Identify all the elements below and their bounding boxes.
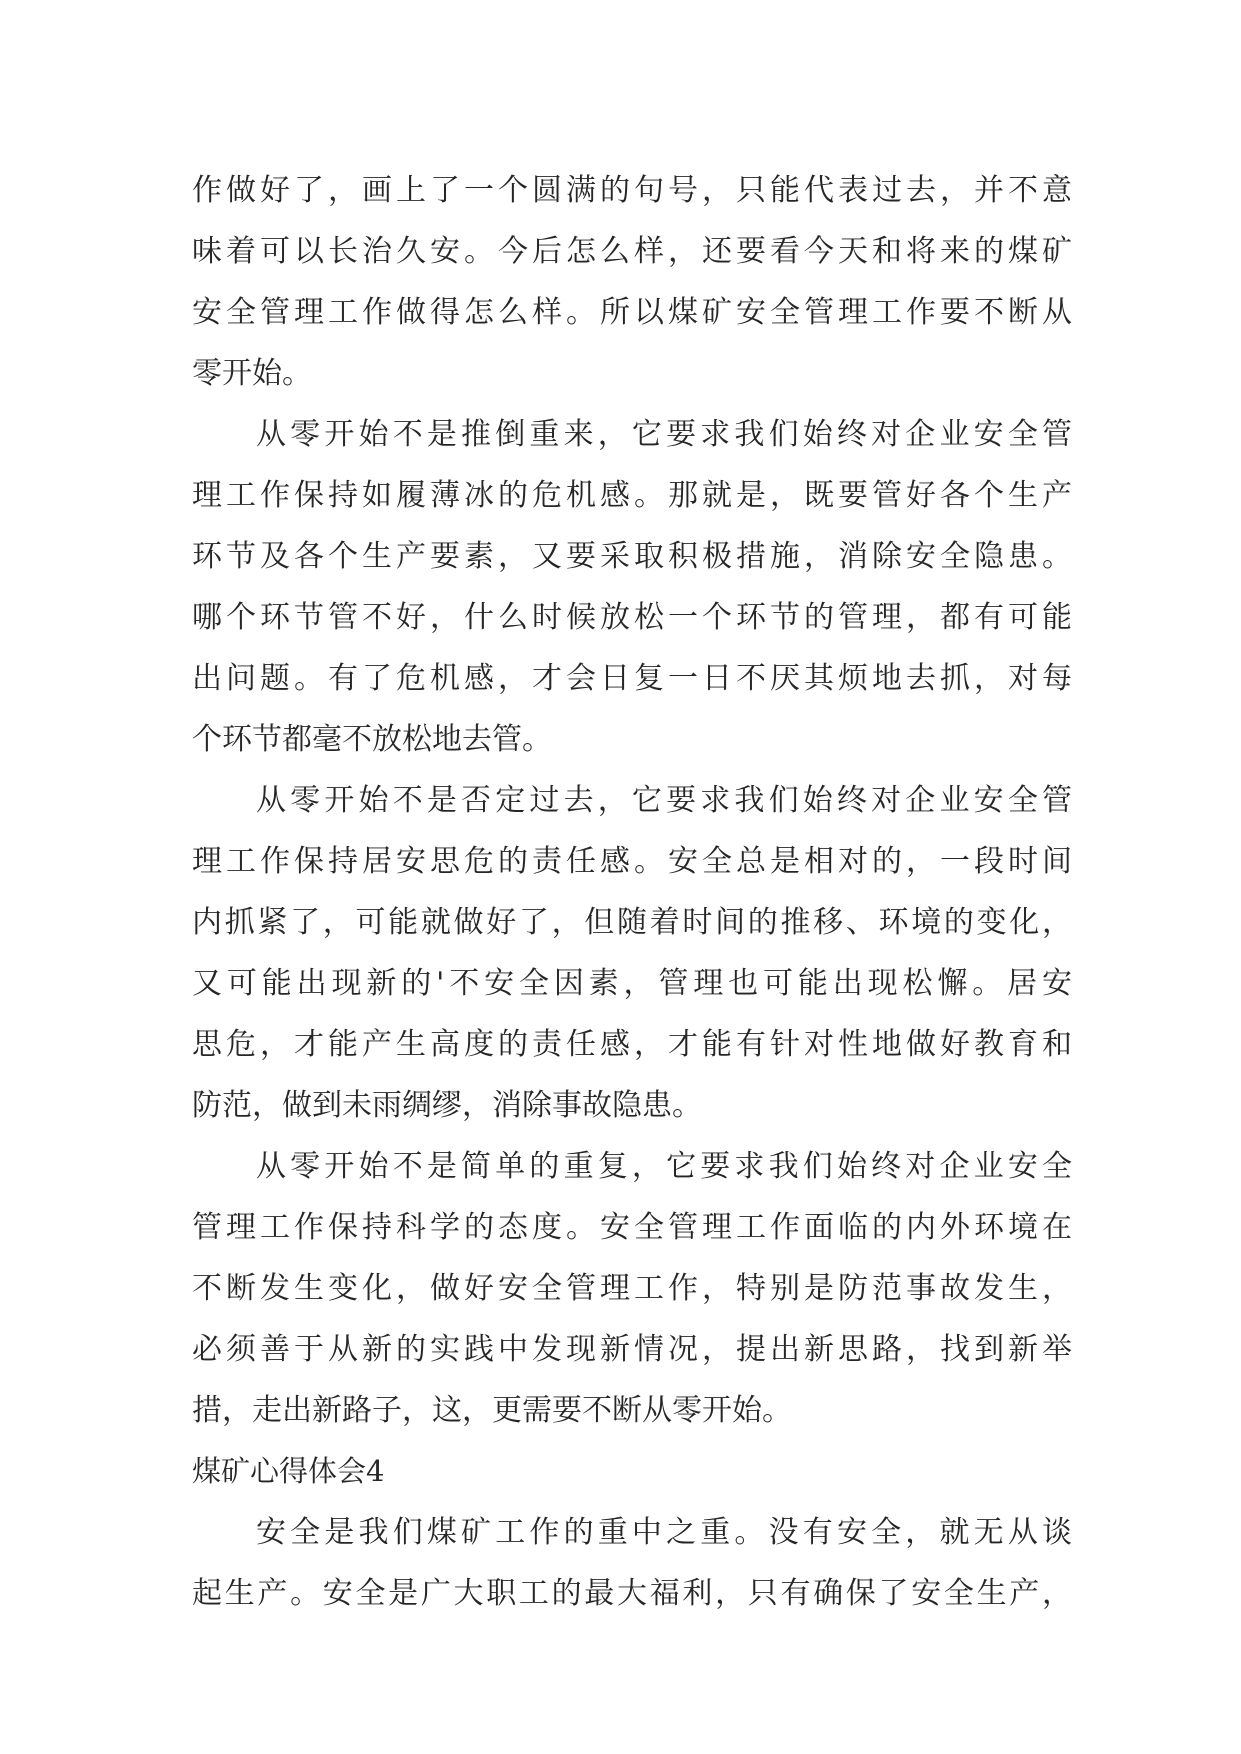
text-line: 起生产。安全是广大职工的最大福利，只有确保了安全生产，: [192, 1576, 1072, 1611]
text-line: 哪个环节管不好，什么时候放松一个环节的管理，都有可能: [192, 600, 1072, 635]
text-line: 环节及各个生产要素，又要采取积极措施，消除安全隐患。: [192, 539, 1072, 574]
text-line: 必须善于从新的实践中发现新情况，提出新思路，找到新举: [192, 1332, 1072, 1367]
text-line: 理工作保持居安思危的责任感。安全总是相对的，一段时间: [192, 844, 1072, 879]
text-line: 管理工作保持科学的态度。安全管理工作面临的内外环境在: [192, 1210, 1072, 1245]
text-line: 理工作保持如履薄冰的危机感。那就是，既要管好各个生产: [192, 478, 1072, 513]
paragraph-5: [192, 1502, 1072, 1624]
paragraph-4: [192, 1136, 1072, 1441]
text-line: 个环节都毫不放松地去管。: [192, 722, 552, 757]
paragraph-1: [192, 160, 1072, 404]
text-line: 零开始。: [192, 356, 312, 391]
text-line: 安全是我们煤矿工作的重中之重。没有安全，就无从谈: [256, 1515, 1072, 1550]
text-line: 味着可以长治久安。今后怎么样，还要看今天和将来的煤矿: [192, 234, 1072, 269]
text-line: 作做好了，画上了一个圆满的句号，只能代表过去，并不意: [192, 173, 1072, 208]
text-line: 内抓紧了，可能就做好了，但随着时间的推移、环境的变化，: [192, 905, 1072, 940]
paragraph-3: [192, 770, 1072, 1136]
text-line: 从零开始不是简单的重复，它要求我们始终对企业安全: [256, 1149, 1072, 1184]
text-line: 从零开始不是推倒重来，它要求我们始终对企业安全管: [256, 417, 1072, 452]
text-line: 防范，做到未雨绸缪，消除事故隐患。: [192, 1088, 702, 1123]
text-line: 从零开始不是否定过去，它要求我们始终对企业安全管: [256, 783, 1072, 818]
section-heading: 煤矿心得体会4: [192, 1454, 385, 1488]
text-line: 不断发生变化，做好安全管理工作，特别是防范事故发生，: [192, 1271, 1072, 1306]
text-line: 出问题。有了危机感，才会日复一日不厌其烦地去抓，对每: [192, 661, 1072, 696]
text-line: 思危，才能产生高度的责任感，才能有针对性地做好教育和: [192, 1027, 1072, 1062]
document-body: [192, 160, 1072, 1624]
text-line: 安全管理工作做得怎么样。所以煤矿安全管理工作要不断从: [192, 295, 1072, 330]
text-line: 又可能出现新的'不安全因素，管理也可能出现松懈。居安: [192, 966, 1072, 1001]
paragraph-2: [192, 404, 1072, 770]
text-line: 措，走出新路子，这，更需要不断从零开始。: [192, 1393, 792, 1428]
